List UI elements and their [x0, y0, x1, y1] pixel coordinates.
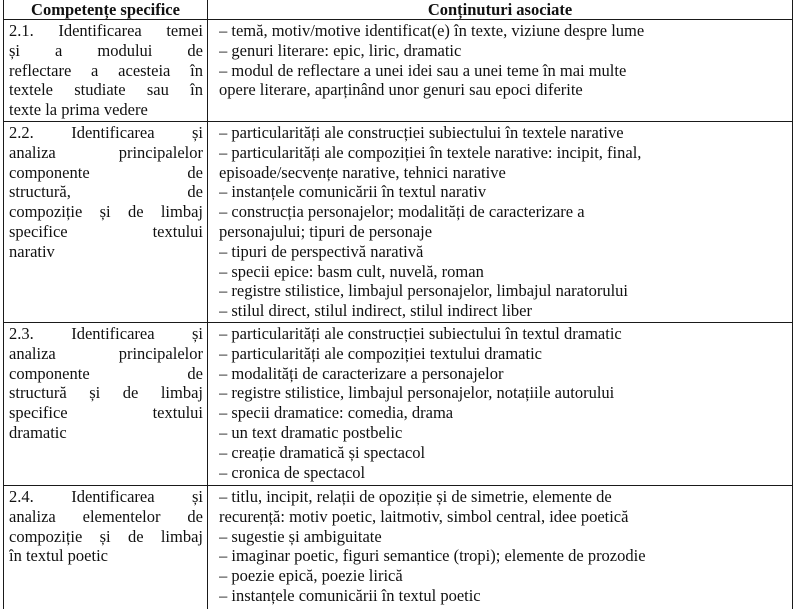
content-line: personajului; tipuri de personaje: [219, 221, 433, 241]
content-line: – temă, motiv/motive identificat(e) în texte, viziune despre lume: [219, 21, 645, 40]
content-line: – specii epice: basm cult, nuvelă, roman: [219, 261, 484, 281]
table-row: [4, 20, 793, 122]
contents-cell: [208, 323, 793, 486]
table-header-row: [4, 0, 793, 20]
competence-line: analiza principalelor: [9, 142, 203, 162]
competence-line: 2.1. Identificarea temei: [9, 21, 203, 40]
content-line: – cronica de spectacol: [219, 462, 366, 482]
competence-line: specifice textului: [9, 403, 203, 423]
competence-line: compoziție și de limbaj: [9, 202, 203, 222]
competence-line: în textul poetic: [9, 546, 108, 566]
content-line: – un text dramatic postbelic: [219, 422, 403, 442]
contents-cell: [208, 122, 793, 323]
competence-line: narativ: [9, 241, 55, 261]
content-line: – registre stilistice, limbajul personajelor, notațiile autorului: [219, 383, 615, 403]
content-line: – tipuri de perspectivă narativă: [219, 241, 424, 261]
content-line: – specii dramatice: comedia, drama: [219, 403, 454, 423]
competence-line: 2.4. Identificarea și: [9, 487, 203, 506]
competence-cell: [4, 486, 208, 609]
content-line: – sugestie și ambiguitate: [219, 526, 382, 546]
competence-cell: [4, 122, 208, 323]
competence-line: structură, de: [9, 182, 203, 202]
content-line: – imaginar poetic, figuri semantice (tropi); elemente de prozodie: [219, 546, 646, 566]
content-line: recurență: motiv poetic, laitmotiv, simbol central, idee poetică: [219, 506, 629, 526]
table-row: [4, 323, 793, 486]
competence-line: textele studiate sau în: [9, 80, 203, 100]
content-line: – particularități ale construcției subiectului în textul dramatic: [219, 324, 622, 343]
table-row: [4, 486, 793, 609]
content-line: – poezie epică, poezie lirică: [219, 566, 403, 586]
competence-line: analiza principalelor: [9, 343, 203, 363]
content-line: – particularități ale compoziției în textele narative: incipit, final,: [219, 142, 642, 162]
table-row: [4, 122, 793, 323]
content-line: – construcția personajelor; modalități de caracterizare a: [219, 202, 585, 222]
content-line: opere literare, aparținând unor genuri sau epoci diferite: [219, 80, 583, 100]
curriculum-table: [3, 0, 793, 609]
content-line: episoade/secvențe narative, tehnici narative: [219, 162, 506, 182]
contents-cell: [208, 486, 793, 609]
content-line: – instanțele comunicării în textul poetic: [219, 585, 481, 605]
content-line: – particularități ale compoziției textului dramatic: [219, 343, 542, 363]
header-competence: Competențe specifice: [4, 0, 208, 20]
competence-line: specifice textului: [9, 221, 203, 241]
competence-line: componente de: [9, 162, 203, 182]
competence-line: compoziție și de limbaj: [9, 526, 203, 546]
header-contents: Conținuturi asociate: [208, 0, 793, 20]
competence-line: reflectare a acesteia în: [9, 60, 203, 80]
content-line: – registre stilistice, limbajul personajelor, limbajul naratorului: [219, 281, 628, 301]
contents-cell: [208, 20, 793, 122]
competence-line: 2.3. Identificarea și: [9, 324, 203, 343]
competence-line: analiza elementelor de: [9, 506, 203, 526]
content-line: – particularități ale construcției subiectului în textele narative: [219, 123, 624, 142]
content-line: – titlu, incipit, relații de opoziție și de simetrie, elemente de: [219, 487, 612, 506]
competence-line: dramatic: [9, 422, 67, 442]
content-line: – genuri literare: epic, liric, dramatic: [219, 40, 462, 60]
competence-line: structură și de limbaj: [9, 383, 203, 403]
content-line: – creație dramatică și spectacol: [219, 442, 426, 462]
content-line: – instanțele comunicării în textul narativ: [219, 182, 487, 202]
content-line: – modalități de caracterizare a personajelor: [219, 363, 504, 383]
competence-line: texte la prima vedere: [9, 100, 148, 120]
competence-cell: [4, 20, 208, 122]
content-line: – modul de reflectare a unei idei sau a unei teme în mai multe: [219, 60, 627, 80]
competence-line: componente de: [9, 363, 203, 383]
competence-line: 2.2. Identificarea și: [9, 123, 203, 142]
content-line: – stilul direct, stilul indirect, stilul indirect liber: [219, 301, 532, 321]
competence-line: și a modului de: [9, 40, 203, 60]
competence-cell: [4, 323, 208, 486]
